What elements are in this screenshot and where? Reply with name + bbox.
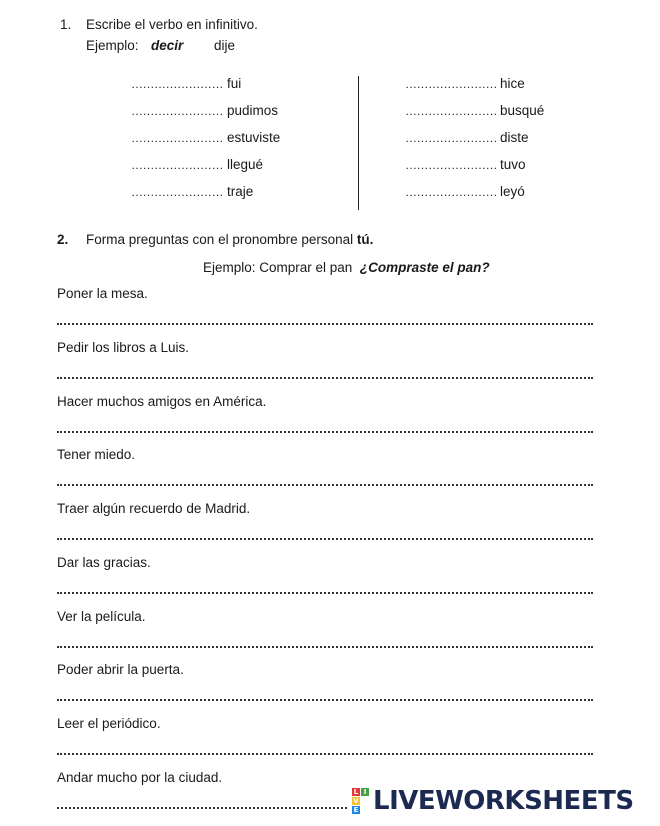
- prompt-text: Traer algún recuerdo de Madrid.: [57, 501, 251, 516]
- exercise-1-example-label: Ejemplo:: [86, 38, 139, 53]
- exercise-2-example-text: Ejemplo: Comprar el pan: [203, 260, 353, 275]
- verb-left: llegué: [227, 157, 264, 172]
- verb-left: estuviste: [227, 130, 281, 145]
- liveworksheets-logo: [352, 786, 634, 816]
- answer-line[interactable]: [57, 806, 347, 809]
- answer-line[interactable]: [57, 430, 593, 433]
- logo-mark-icon: [352, 788, 369, 814]
- exercise-2-pronoun: tú.: [356, 232, 374, 247]
- verb-right: tuvo: [500, 157, 526, 172]
- answer-line[interactable]: [57, 483, 593, 486]
- verb-left: traje: [227, 184, 254, 199]
- exercise-1-example-word: decir: [151, 38, 184, 53]
- answer-line[interactable]: [57, 376, 593, 379]
- logo-mark-square: I: [361, 788, 369, 796]
- logo-text: LIVEWORKSHEETS: [373, 786, 634, 816]
- answer-blank-left[interactable]: ……………………: [131, 185, 223, 199]
- logo-mark-square: V: [353, 797, 359, 805]
- logo-mark-square: E: [353, 806, 359, 814]
- answer-blank-left[interactable]: ……………………: [131, 158, 223, 172]
- verb-right: hice: [500, 76, 525, 91]
- answer-line[interactable]: [57, 591, 593, 594]
- prompt-text: Andar mucho por la ciudad.: [57, 770, 223, 785]
- exercise-1-number: 1.: [60, 17, 72, 32]
- answer-blank-right[interactable]: ……………………: [405, 77, 497, 91]
- exercise-2-instruction-text: Forma preguntas con el pronombre personal: [86, 232, 354, 247]
- prompt-text: Ver la película.: [57, 609, 146, 624]
- exercise-2-instruction: [86, 232, 373, 247]
- exercise-1-example-answer: dije: [214, 38, 236, 53]
- verb-right: diste: [500, 130, 529, 145]
- exercise-2-example-answer: ¿Compraste el pan?: [359, 260, 490, 275]
- answer-line[interactable]: [57, 645, 593, 648]
- answer-blank-left[interactable]: ……………………: [131, 104, 223, 118]
- exercise-1-instruction: Escribe el verbo en infinitivo.: [86, 17, 258, 32]
- answer-blank-left[interactable]: ……………………: [131, 77, 223, 91]
- prompt-text: Leer el periódico.: [57, 716, 161, 731]
- answer-blank-right[interactable]: ……………………: [405, 104, 497, 118]
- exercise-2-number: 2.: [57, 232, 69, 247]
- prompt-text: Poner la mesa.: [57, 286, 148, 301]
- prompt-text: Dar las gracias.: [57, 555, 151, 570]
- prompt-text: Pedir los libros a Luis.: [57, 340, 190, 355]
- answer-line[interactable]: [57, 322, 593, 325]
- verb-left: pudimos: [227, 103, 279, 118]
- verb-right: busqué: [500, 103, 545, 118]
- prompt-text: Hacer muchos amigos en América.: [57, 394, 267, 409]
- answer-blank-left[interactable]: ……………………: [131, 131, 223, 145]
- answer-line[interactable]: [57, 752, 593, 755]
- logo-mark-square: L: [353, 788, 359, 796]
- column-divider: [358, 76, 359, 210]
- answer-blank-right[interactable]: ……………………: [405, 158, 497, 172]
- answer-blank-right[interactable]: ……………………: [405, 185, 497, 199]
- prompt-text: Poder abrir la puerta.: [57, 662, 184, 677]
- verb-right: leyó: [500, 184, 525, 199]
- answer-line[interactable]: [57, 698, 593, 701]
- exercise-2-example: [203, 260, 490, 275]
- answer-line[interactable]: [57, 537, 593, 540]
- prompt-text: Tener miedo.: [57, 447, 136, 462]
- answer-blank-right[interactable]: ……………………: [405, 131, 497, 145]
- verb-left: fui: [227, 76, 242, 91]
